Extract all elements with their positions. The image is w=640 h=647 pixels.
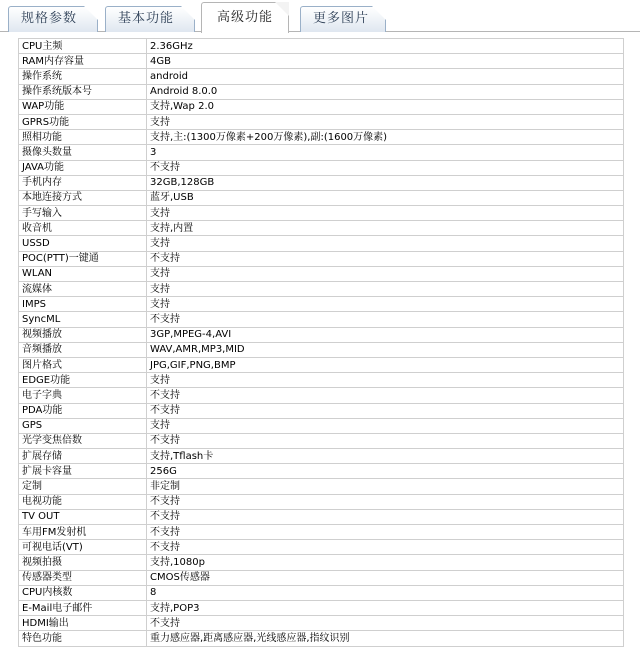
spec-value: 支持,Tflash卡 xyxy=(147,449,624,464)
spec-value: 不支持 xyxy=(147,616,624,631)
table-row xyxy=(19,39,624,54)
spec-value: 不支持 xyxy=(147,525,624,540)
spec-label: 手机内存 xyxy=(19,175,147,190)
table-row xyxy=(19,206,624,221)
tab-bar xyxy=(0,0,640,32)
table-row xyxy=(19,175,624,190)
spec-value: 256G xyxy=(147,464,624,479)
spec-label: 光学变焦倍数 xyxy=(19,433,147,448)
table-row xyxy=(19,327,624,342)
spec-value: 32GB,128GB xyxy=(147,175,624,190)
table-row xyxy=(19,570,624,585)
table-row xyxy=(19,373,624,388)
tab-specs[interactable] xyxy=(8,6,98,32)
spec-label: 音频播放 xyxy=(19,342,147,357)
spec-label: 手写输入 xyxy=(19,206,147,221)
spec-value: CMOS传感器 xyxy=(147,570,624,585)
table-row xyxy=(19,403,624,418)
spec-value: 2.36GHz xyxy=(147,39,624,54)
spec-label: POC(PTT)一键通 xyxy=(19,251,147,266)
spec-value: 3GP,MPEG-4,AVI xyxy=(147,327,624,342)
spec-value: 支持 xyxy=(147,206,624,221)
spec-value: 不支持 xyxy=(147,312,624,327)
tab-basic-features[interactable] xyxy=(105,6,195,32)
spec-value: 不支持 xyxy=(147,433,624,448)
spec-label: 操作系统版本号 xyxy=(19,84,147,99)
spec-label: CPU内核数 xyxy=(19,585,147,600)
spec-value: WAV,AMR,MP3,MID xyxy=(147,342,624,357)
spec-value: 不支持 xyxy=(147,494,624,509)
spec-value: 不支持 xyxy=(147,388,624,403)
spec-value: JPG,GIF,PNG,BMP xyxy=(147,357,624,372)
tab-corner xyxy=(372,6,386,20)
spec-value: 支持 xyxy=(147,266,624,281)
spec-value: 不支持 xyxy=(147,540,624,555)
table-row xyxy=(19,282,624,297)
spec-value: 重力感应器,距离感应器,光线感应器,指纹识别 xyxy=(147,631,624,646)
spec-value: 不支持 xyxy=(147,403,624,418)
spec-label: IMPS xyxy=(19,297,147,312)
table-row xyxy=(19,555,624,570)
spec-value: 支持,1080p xyxy=(147,555,624,570)
spec-label: 照相功能 xyxy=(19,130,147,145)
spec-label: 视频播放 xyxy=(19,327,147,342)
spec-value: 非定制 xyxy=(147,479,624,494)
spec-label: 操作系统 xyxy=(19,69,147,84)
spec-label: RAM内存容量 xyxy=(19,54,147,69)
spec-label: 电视功能 xyxy=(19,494,147,509)
spec-label: 传感器类型 xyxy=(19,570,147,585)
spec-label: SyncML xyxy=(19,312,147,327)
spec-value: 支持,POP3 xyxy=(147,600,624,615)
spec-value: 支持,主:(1300万像素+200万像素),副:(1600万像素) xyxy=(147,130,624,145)
spec-label: 视频拍摄 xyxy=(19,555,147,570)
spec-label: JAVA功能 xyxy=(19,160,147,175)
table-row xyxy=(19,130,624,145)
table-row xyxy=(19,266,624,281)
table-row xyxy=(19,600,624,615)
tab-label: 规格参数 xyxy=(21,11,78,26)
table-row xyxy=(19,251,624,266)
spec-value: 3 xyxy=(147,145,624,160)
spec-table-body xyxy=(19,39,624,647)
table-row xyxy=(19,585,624,600)
spec-label: CPU主频 xyxy=(19,39,147,54)
spec-value: 4GB xyxy=(147,54,624,69)
table-row xyxy=(19,160,624,175)
spec-label: 定制 xyxy=(19,479,147,494)
tab-label: 基本功能 xyxy=(118,11,175,26)
spec-label: 收音机 xyxy=(19,221,147,236)
spec-label: E-Mail电子邮件 xyxy=(19,600,147,615)
table-row xyxy=(19,357,624,372)
table-row xyxy=(19,388,624,403)
table-row xyxy=(19,145,624,160)
table-row xyxy=(19,631,624,646)
tab-label: 更多图片 xyxy=(313,11,370,26)
table-row xyxy=(19,297,624,312)
table-row xyxy=(19,69,624,84)
spec-value: 支持 xyxy=(147,297,624,312)
table-row xyxy=(19,54,624,69)
tab-corner xyxy=(84,6,98,20)
spec-label: TV OUT xyxy=(19,509,147,524)
spec-value: 不支持 xyxy=(147,160,624,175)
spec-label: 本地连接方式 xyxy=(19,190,147,205)
spec-label: 流媒体 xyxy=(19,282,147,297)
table-row xyxy=(19,236,624,251)
spec-label: 电子字典 xyxy=(19,388,147,403)
spec-label: GPRS功能 xyxy=(19,114,147,129)
spec-value: 支持 xyxy=(147,236,624,251)
spec-value: 支持 xyxy=(147,418,624,433)
spec-label: WLAN xyxy=(19,266,147,281)
spec-label: 车用FM发射机 xyxy=(19,525,147,540)
spec-value: 蓝牙,USB xyxy=(147,190,624,205)
spec-label: HDMI输出 xyxy=(19,616,147,631)
table-row xyxy=(19,342,624,357)
table-row xyxy=(19,464,624,479)
spec-label: PDA功能 xyxy=(19,403,147,418)
table-row xyxy=(19,418,624,433)
spec-label: EDGE功能 xyxy=(19,373,147,388)
spec-value: 不支持 xyxy=(147,509,624,524)
table-row xyxy=(19,84,624,99)
spec-label: 扩展卡容量 xyxy=(19,464,147,479)
table-row xyxy=(19,433,624,448)
spec-label: GPS xyxy=(19,418,147,433)
table-row xyxy=(19,525,624,540)
spec-value: Android 8.0.0 xyxy=(147,84,624,99)
tab-label: 高级功能 xyxy=(216,10,273,25)
table-row xyxy=(19,509,624,524)
tab-corner xyxy=(181,6,195,20)
table-row xyxy=(19,221,624,236)
table-row xyxy=(19,312,624,327)
spec-label: 扩展存储 xyxy=(19,449,147,464)
tab-more-images[interactable] xyxy=(300,6,386,32)
spec-value: 支持 xyxy=(147,373,624,388)
table-row xyxy=(19,190,624,205)
spec-label: 特色功能 xyxy=(19,631,147,646)
spec-label: 可视电话(VT) xyxy=(19,540,147,555)
spec-value: 支持 xyxy=(147,114,624,129)
table-row xyxy=(19,114,624,129)
spec-label: WAP功能 xyxy=(19,99,147,114)
spec-value: 支持,Wap 2.0 xyxy=(147,99,624,114)
tab-corner xyxy=(275,2,289,16)
table-row xyxy=(19,540,624,555)
spec-table xyxy=(18,38,624,647)
tab-advanced-features[interactable] xyxy=(201,2,289,33)
spec-value: 支持 xyxy=(147,282,624,297)
spec-label: 摄像头数量 xyxy=(19,145,147,160)
spec-label: USSD xyxy=(19,236,147,251)
spec-label: 图片格式 xyxy=(19,357,147,372)
spec-value: 不支持 xyxy=(147,251,624,266)
spec-value: 支持,内置 xyxy=(147,221,624,236)
table-row xyxy=(19,479,624,494)
table-row xyxy=(19,99,624,114)
spec-value: android xyxy=(147,69,624,84)
table-row xyxy=(19,449,624,464)
table-row xyxy=(19,494,624,509)
spec-value: 8 xyxy=(147,585,624,600)
